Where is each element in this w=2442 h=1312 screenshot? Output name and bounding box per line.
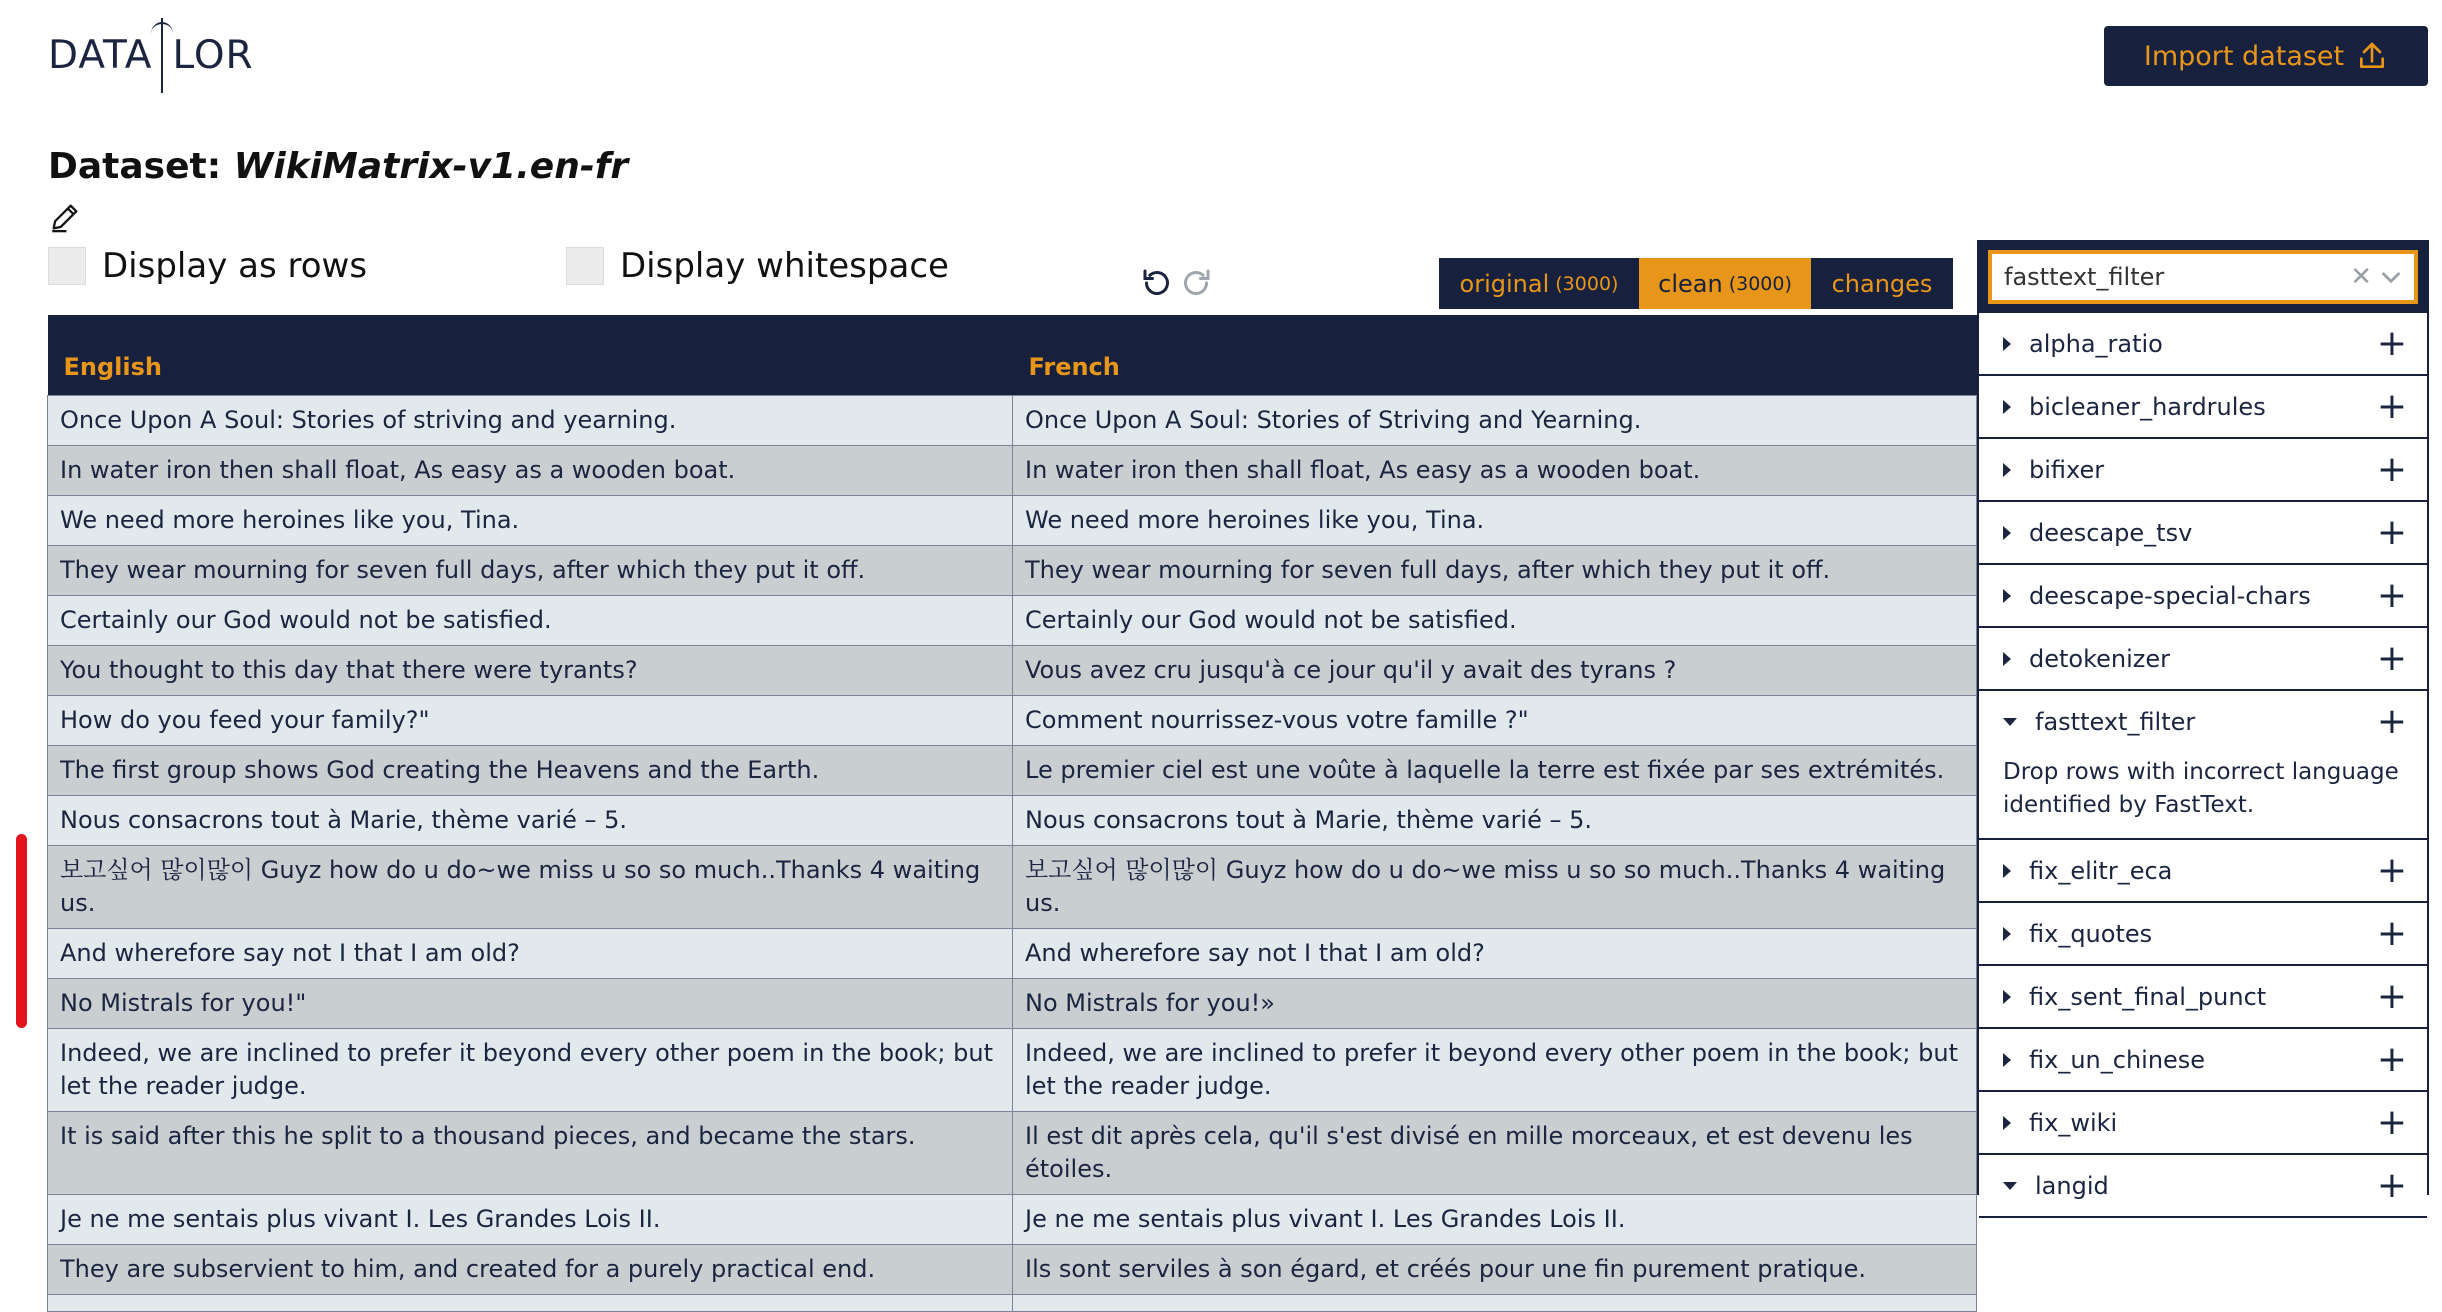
caret-right-icon	[2003, 337, 2011, 351]
cell-french[interactable]: And wherefore say not I that I am old?	[1013, 928, 1977, 978]
filter-item-label: fix_un_chinese	[2029, 1045, 2206, 1074]
caret-right-icon	[2003, 463, 2011, 477]
filter-item-header[interactable]	[1979, 502, 2427, 563]
display-as-rows-label: Display as rows	[102, 246, 368, 286]
caret-down-icon	[2003, 718, 2017, 726]
table-row[interactable]	[48, 645, 1977, 695]
filter-item-alpha-ratio	[1979, 313, 2427, 376]
filter-item-header[interactable]	[1979, 966, 2427, 1027]
display-whitespace-toggle[interactable]	[566, 246, 949, 286]
caret-right-icon	[2003, 990, 2011, 1004]
caret-down-icon	[2003, 1182, 2017, 1190]
cell-french[interactable]: Indeed, we are inclined to prefer it beyond every other poem in the book; but let the reader judge.	[1013, 1028, 1977, 1111]
filter-item-label: deescape_tsv	[2029, 518, 2193, 547]
filter-item-header[interactable]	[1979, 439, 2427, 500]
cell-french[interactable]: Nous consacrons tout à Marie, thème varié – 5.	[1013, 795, 1977, 845]
add-filter-icon[interactable]: +	[2376, 637, 2407, 679]
add-filter-icon[interactable]: +	[2376, 849, 2407, 891]
cell-english[interactable]: How do you feed your family?"	[48, 695, 1013, 745]
table-body	[48, 395, 1977, 1311]
cell-french[interactable]: Once Upon A Soul: Stories of Striving and Yearning.	[1013, 395, 1977, 445]
caret-right-icon	[2003, 526, 2011, 540]
tab-clean-count: (3000)	[1728, 272, 1792, 295]
add-filter-icon[interactable]: +	[2376, 1038, 2407, 1080]
cell-english[interactable]: In water iron then shall float, As easy as a wooden boat.	[48, 445, 1013, 495]
table-header-row	[48, 315, 1977, 395]
cell-english[interactable]: 보고싶어 많이많이 Guyz how do u do~we miss u so so much..Thanks 4 waiting us.	[48, 845, 1013, 928]
caret-right-icon	[2003, 1116, 2011, 1130]
table-row[interactable]	[48, 928, 1977, 978]
table-row[interactable]	[48, 1111, 1977, 1194]
add-filter-icon[interactable]: +	[2376, 912, 2407, 954]
filter-item-label: langid	[2035, 1171, 2109, 1200]
filter-item-header[interactable]	[1979, 313, 2427, 374]
table-row[interactable]	[48, 395, 1977, 445]
caret-right-icon	[2003, 1053, 2011, 1067]
filter-item-description: Drop rows with incorrect language identified by FastText.	[2003, 759, 2399, 818]
add-filter-icon[interactable]: +	[2376, 385, 2407, 427]
column-header-french: French	[1013, 315, 1977, 395]
pencil-icon[interactable]	[48, 200, 82, 234]
cell-french[interactable]: 보고싶어 많이많이 Guyz how do u do~we miss u so so much..Thanks 4 waiting us.	[1013, 845, 1977, 928]
app-logo	[48, 18, 254, 93]
tab-original-count: (3000)	[1555, 272, 1619, 295]
table-row[interactable]	[48, 745, 1977, 795]
table-row[interactable]	[48, 545, 1977, 595]
filter-item-header[interactable]	[1979, 840, 2427, 901]
add-filter-icon[interactable]: +	[2376, 448, 2407, 490]
cell-english[interactable]: Indeed, we are inclined to prefer it beyond every other poem in the book; but let the reader judge.	[48, 1028, 1013, 1111]
cell-french[interactable]: Comment nourrissez-vous votre famille ?"	[1013, 695, 1977, 745]
tab-changes[interactable]	[1811, 258, 1953, 309]
tab-clean[interactable]	[1639, 258, 1811, 309]
cell-english[interactable]: The first group shows God creating the Heavens and the Earth.	[48, 745, 1013, 795]
caret-right-icon	[2003, 927, 2011, 941]
filter-item-label: fix_quotes	[2029, 919, 2153, 948]
cell-english[interactable]: Nous consacrons tout à Marie, thème varié – 5.	[48, 795, 1013, 845]
cell-english[interactable]: You thought to this day that there were tyrants?	[48, 645, 1013, 695]
filter-item-header[interactable]	[1979, 1029, 2427, 1090]
display-whitespace-checkbox[interactable]	[566, 247, 604, 285]
table-row[interactable]	[48, 495, 1977, 545]
filter-search[interactable]	[1988, 250, 2418, 304]
cell-english[interactable]: They are subservient to him, and created for a purely practical end.	[48, 1244, 1013, 1294]
dataset-table	[47, 315, 1977, 1283]
cell-english[interactable]: It is said after this he split to a thousand pieces, and became the stars.	[48, 1111, 1013, 1194]
filter-item-bicleaner-hardrules	[1979, 376, 2427, 439]
filter-search-input[interactable]	[2004, 263, 2350, 291]
scroll-indicator[interactable]	[16, 834, 27, 1028]
table-row[interactable]	[48, 1294, 1977, 1311]
add-filter-icon[interactable]: +	[2376, 1164, 2407, 1206]
display-as-rows-toggle[interactable]	[48, 246, 367, 286]
filter-item-header[interactable]	[1979, 565, 2427, 626]
caret-right-icon	[2003, 652, 2011, 666]
cell-french[interactable]: In water iron then shall float, As easy as a wooden boat.	[1013, 445, 1977, 495]
table-row[interactable]	[48, 1028, 1977, 1111]
filter-item-label: fasttext_filter	[2035, 707, 2196, 736]
cell-french[interactable]: We need more heroines like you, Tina.	[1013, 495, 1977, 545]
filter-item-langid	[1979, 1155, 2427, 1218]
display-whitespace-label: Display whitespace	[620, 246, 949, 286]
redo-icon[interactable]	[1178, 265, 1214, 301]
tab-clean-label: clean	[1658, 269, 1723, 298]
filter-item-label: alpha_ratio	[2029, 329, 2163, 358]
filter-item-bifixer	[1979, 439, 2427, 502]
cell-french[interactable]: Certainly our God would not be satisfied.	[1013, 595, 1977, 645]
filter-item-label: fix_sent_final_punct	[2029, 982, 2267, 1011]
filter-item-fix-quotes	[1979, 903, 2427, 966]
table-row[interactable]	[48, 695, 1977, 745]
caret-right-icon	[2003, 589, 2011, 603]
caret-right-icon	[2003, 864, 2011, 878]
table-row[interactable]	[48, 845, 1977, 928]
mast-icon	[154, 18, 170, 93]
filter-item-fix-sent-final-punct	[1979, 966, 2427, 1029]
table-row[interactable]	[48, 795, 1977, 845]
view-tabs	[1439, 258, 1953, 309]
logo-text-right: LOR	[172, 33, 254, 78]
filter-item-header[interactable]	[1979, 628, 2427, 689]
cell-french[interactable]: Vous avez cru jusqu'à ce jour qu'il y avait des tyrans ?	[1013, 645, 1977, 695]
cell-french[interactable]: Le premier ciel est une voûte à laquelle la terre est fixée par ses extrémités.	[1013, 745, 1977, 795]
tab-original-label: original	[1459, 269, 1550, 298]
upload-icon	[2356, 40, 2388, 72]
column-header-english: English	[48, 315, 1013, 395]
add-filter-icon[interactable]: +	[2376, 700, 2407, 742]
filter-item-label: deescape-special-chars	[2029, 581, 2311, 610]
dataset-prefix: Dataset:	[48, 146, 234, 187]
filter-item-detokenizer	[1979, 628, 2427, 691]
tab-original[interactable]	[1439, 258, 1639, 309]
cell-french[interactable]: Ils sont serviles à son égard, et créés pour une fin purement pratique.	[1013, 1244, 1977, 1294]
table-row[interactable]	[48, 1194, 1977, 1244]
tab-changes-label: changes	[1831, 269, 1933, 298]
table-row[interactable]	[48, 1244, 1977, 1294]
cell-english[interactable]: We need more heroines like you, Tina.	[48, 495, 1013, 545]
filter-item-header[interactable]	[1979, 376, 2427, 437]
cell-english[interactable]: Certainly our God would not be satisfied.	[48, 595, 1013, 645]
filter-item-label: fix_elitr_eca	[2029, 856, 2173, 885]
filter-item-fix-wiki	[1979, 1092, 2427, 1155]
import-dataset-label: Import dataset	[2143, 40, 2345, 72]
filter-item-label: detokenizer	[2029, 644, 2171, 673]
filter-item-fix-un-chinese	[1979, 1029, 2427, 1092]
table-row[interactable]	[48, 445, 1977, 495]
cell-english[interactable]: No Mistrals for you!"	[48, 978, 1013, 1028]
chevron-down-icon[interactable]	[2378, 264, 2404, 290]
add-filter-icon[interactable]: +	[2376, 975, 2407, 1017]
undo-icon[interactable]	[1139, 265, 1175, 301]
filter-list	[1979, 313, 2427, 1218]
add-filter-icon[interactable]: +	[2376, 511, 2407, 553]
filter-item-header[interactable]	[1979, 1155, 2427, 1216]
dataset-name: WikiMatrix-v1.en-fr	[233, 146, 629, 187]
display-as-rows-checkbox[interactable]	[48, 247, 86, 285]
add-filter-icon[interactable]: +	[2376, 322, 2407, 364]
cell-french[interactable]: Je ne me sentais plus vivant I. Les Grandes Lois II.	[1013, 1194, 1977, 1244]
cell-english[interactable]: Once Upon A Soul: Stories of striving and yearning.	[48, 395, 1013, 445]
filter-item-header[interactable]	[1979, 903, 2427, 964]
cell-english[interactable]: They wear mourning for seven full days, after which they put it off.	[48, 545, 1013, 595]
filter-item-fix-elitr-eca	[1979, 840, 2427, 903]
logo-text-left: DATA	[48, 33, 153, 78]
table-row[interactable]	[48, 595, 1977, 645]
filter-item-header[interactable]	[1979, 691, 2427, 752]
cell-french[interactable]: They wear mourning for seven full days, after which they put it off.	[1013, 545, 1977, 595]
filter-item-deescape-special-chars	[1979, 565, 2427, 628]
import-dataset-button[interactable]	[2104, 26, 2428, 86]
filter-item-fasttext-filter	[1979, 691, 2427, 840]
caret-right-icon	[2003, 400, 2011, 414]
add-filter-icon[interactable]: +	[2376, 1101, 2407, 1143]
clear-icon[interactable]: ✕	[2350, 262, 2372, 292]
add-filter-icon[interactable]: +	[2376, 574, 2407, 616]
filter-item-label: bifixer	[2029, 455, 2105, 484]
cell-french[interactable]: No Mistrals for you!»	[1013, 978, 1977, 1028]
filter-item-label: bicleaner_hardrules	[2029, 392, 2266, 421]
cell-english[interactable]: Je ne me sentais plus vivant I. Les Grandes Lois II.	[48, 1194, 1013, 1244]
filter-item-label: fix_wiki	[2029, 1108, 2118, 1137]
filter-item-deescape-tsv	[1979, 502, 2427, 565]
cell-french[interactable]: Il est dit après cela, qu'il s'est divisé en mille morceaux, et est devenu les étoiles.	[1013, 1111, 1977, 1194]
cell-english[interactable]: And wherefore say not I that I am old?	[48, 928, 1013, 978]
page-title	[48, 146, 628, 187]
cell-english[interactable]	[48, 1294, 1013, 1311]
table-row[interactable]	[48, 978, 1977, 1028]
filters-panel	[1977, 240, 2429, 1206]
cell-french[interactable]	[1013, 1294, 1977, 1311]
filter-item-header[interactable]	[1979, 1092, 2427, 1153]
